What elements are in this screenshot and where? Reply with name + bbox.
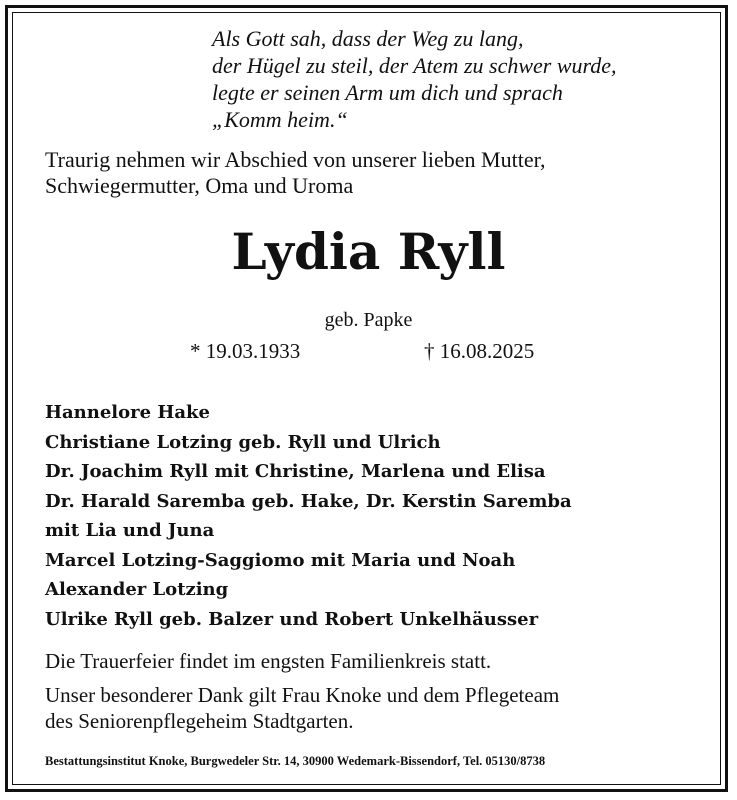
mourners-list (45, 398, 705, 634)
thanks-note-line: des Seniorenpflegeheim Stadtgarten. (45, 709, 354, 733)
ceremony-note: Die Trauerfeier findet im engsten Familienkreis statt. (45, 649, 492, 673)
mourner-line: Christiane Lotzing geb. Ryll und Ulrich (45, 431, 441, 453)
mourner-line: Dr. Harald Saremba geb. Hake, Dr. Kerstin Saremba (45, 490, 572, 512)
notes (45, 648, 705, 734)
poem-line: der Hügel zu steil, der Atem zu schwer wurde, (212, 53, 617, 78)
poem-line: „Komm heim.“ (212, 107, 348, 132)
intro-line: Schwiegermutter, Oma und Uroma (45, 173, 354, 198)
death-date: † 16.08.2025 (424, 339, 535, 363)
mourner-line: Ulrike Ryll geb. Balzer und Robert Unkelhäusser (45, 608, 539, 630)
birth-name: geb. Papke (324, 309, 413, 331)
mourner-line: Dr. Joachim Ryll mit Christine, Marlena und Elisa (45, 461, 546, 482)
intro-text (45, 147, 695, 199)
thanks-note-line: Unser besonderer Dank gilt Frau Knoke und dem Pflegeteam (45, 683, 560, 707)
intro-line: Traurig nehmen wir Abschied von unserer lieben Mutter, (45, 147, 546, 172)
poem-line: legte er seinen Arm um dich und sprach (212, 80, 563, 105)
poem (212, 25, 682, 133)
birth-date: * 19.03.1933 (190, 339, 301, 363)
funeral-home-footer: Bestattungsinstitut Knoke, Burgwedeler Str. 14, 30900 Wedemark-Bissendorf, Tel. 05130/8738 (45, 754, 546, 768)
mourner-line: Alexander Lotzing (45, 579, 229, 600)
deceased-name: Lydia Ryll (231, 222, 506, 281)
poem-line: Als Gott sah, dass der Weg zu lang, (212, 26, 524, 51)
mourner-line: Hannelore Hake (45, 402, 210, 423)
mourner-line: mit Lia und Juna (45, 520, 215, 541)
mourner-line: Marcel Lotzing-Saggiomo mit Maria und Noah (45, 549, 516, 571)
